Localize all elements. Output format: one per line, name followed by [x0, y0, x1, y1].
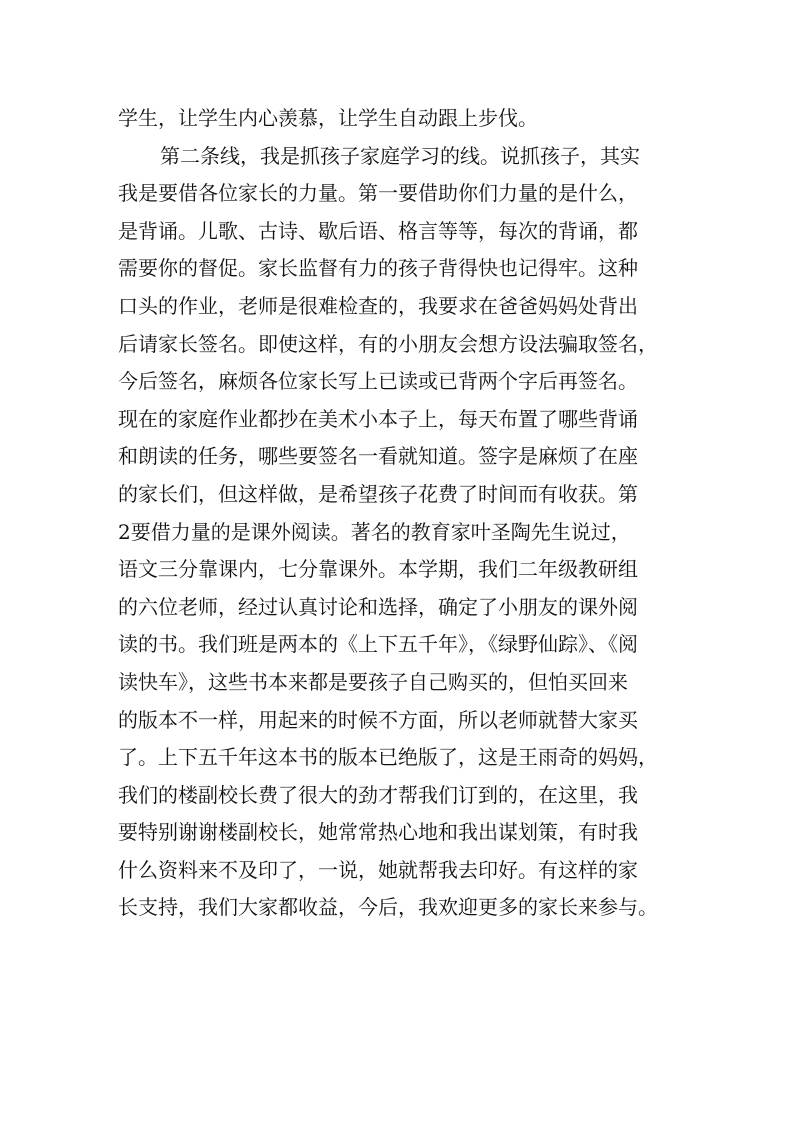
text-line: 什么资料来不及印了，一说，她就帮我去印好。有这样的家 [118, 857, 638, 882]
text-line: 现在的家庭作业都抄在美术小本子上，每天布置了哪些背诵 [118, 406, 638, 431]
text-line: 的六位老师，经过认真讨论和选择，确定了小朋友的课外阅 [118, 594, 638, 619]
text-line: 语文三分靠课内，七分靠课外。本学期，我们二年级教研组 [118, 557, 638, 582]
text-line: 我是要借各位家长的力量。第一要借助你们力量的是什么， [118, 181, 638, 206]
paragraph-start-line: 第二条线，我是抓孩子家庭学习的线。说抓孩子，其实 [160, 143, 640, 168]
text-line: 了。上下五千年这本书的版本已绝版了，这是王雨奇的妈妈， [118, 745, 658, 770]
body-text [118, 100, 678, 927]
text-line: 口头的作业，老师是很难检查的，我要求在爸爸妈妈处背出 [118, 293, 638, 318]
text-line: 的版本不一样，用起来的时候不方面，所以老师就替大家买 [118, 707, 638, 732]
text-line: 要特别谢谢楼副校长，她常常热心地和我出谋划策，有时我 [118, 820, 638, 845]
text-line: 长支持，我们大家都收益，今后，我欢迎更多的家长来参与。 [118, 895, 658, 920]
text-line: 我们的楼副校长费了很大的劲才帮我们订到的，在这里，我 [118, 782, 638, 807]
text-line: 读快车》，这些书本来都是要孩子自己购买的，但怕买回来 [118, 669, 628, 694]
text-line: 2要借力量的是课外阅读。著名的教育家叶圣陶先生说过， [118, 519, 631, 544]
text-line: 后请家长签名。即使这样，有的小朋友会想方设法骗取签名， [118, 331, 658, 356]
text-line: 的家长们，但这样做，是希望孩子花费了时间而有收获。第 [118, 481, 638, 506]
text-line: 和朗读的任务，哪些要签名一看就知道。签字是麻烦了在座 [118, 444, 638, 469]
text-line: 今后签名，麻烦各位家长写上已读或已背两个字后再签名。 [118, 369, 638, 394]
text-line: 学生，让学生内心羡慕，让学生自动跟上步伐。 [118, 106, 538, 130]
text-line: 需要你的督促。家长监督有力的孩子背得快也记得牢。这种 [118, 256, 638, 281]
text-line: 是背诵。儿歌、古诗、歇后语、格言等等，每次的背诵，都 [118, 218, 638, 243]
text-line: 读的书。我们班是两本的《上下五千年》，《绿野仙踪》、《阅 [118, 632, 638, 657]
